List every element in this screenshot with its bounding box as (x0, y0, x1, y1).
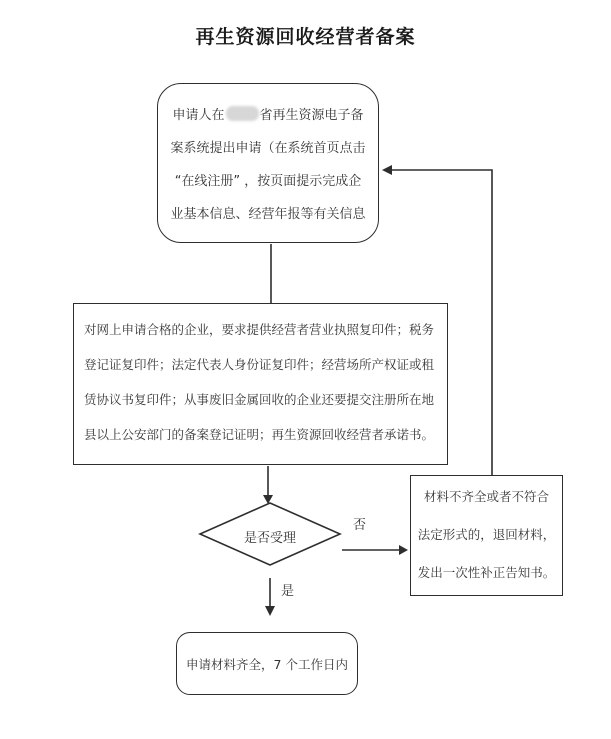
materials-line-3: 赁协议书复印件；从事废旧金属回收的企业还要提交注册所在地 (84, 392, 435, 407)
materials-line-1: 对网上申请合格的企业，要求提供经营者营业执照复印件；税务 (84, 322, 435, 337)
decision-label: 是否受理 (243, 531, 296, 546)
node-accept (176, 632, 358, 695)
start-line-1 (172, 104, 363, 123)
reject-line-2: 法定形式的，退回材料， (417, 527, 556, 542)
edge-label-yes: 是 (281, 584, 295, 599)
materials-line-4: 县以上公安部门的备案登记证明；再生资源回收经营者承诺书。 (84, 427, 435, 442)
reject-line-3: 发出一次性补正告知书。 (417, 565, 556, 580)
start-line-1-suffix: 省再生资源电子备 (259, 108, 364, 123)
redacted-text-blur (226, 106, 259, 121)
node-start (157, 83, 379, 243)
accept-label: 申请材料齐全，7 个工作日内 (186, 656, 348, 672)
node-materials (73, 303, 448, 465)
node-reject (410, 475, 563, 596)
arrowhead-materials-to-decision (263, 495, 273, 504)
materials-line-2: 登记证复印件；法定代表人身份证复印件；经营场所产权证或租 (84, 357, 435, 372)
reject-line-1: 材料不齐全或者不符合 (423, 489, 549, 504)
edge-label-no: 否 (353, 518, 367, 533)
start-line-2: 案系统提出申请（在系统首页点击 (170, 141, 366, 156)
arrowhead-decision-to-accept (265, 606, 275, 616)
page-title: 再生资源回收经营者备案 (195, 26, 416, 48)
arrowhead-decision-to-reject (399, 545, 408, 555)
start-line-4: 业基本信息、经营年报等有关信息 (170, 207, 366, 222)
start-line-3: “在线注册” ，按页面提示完成企 (174, 174, 362, 189)
start-line-1-prefix: 申请人在 (172, 108, 225, 123)
arrowhead-reject-to-start (382, 165, 392, 175)
